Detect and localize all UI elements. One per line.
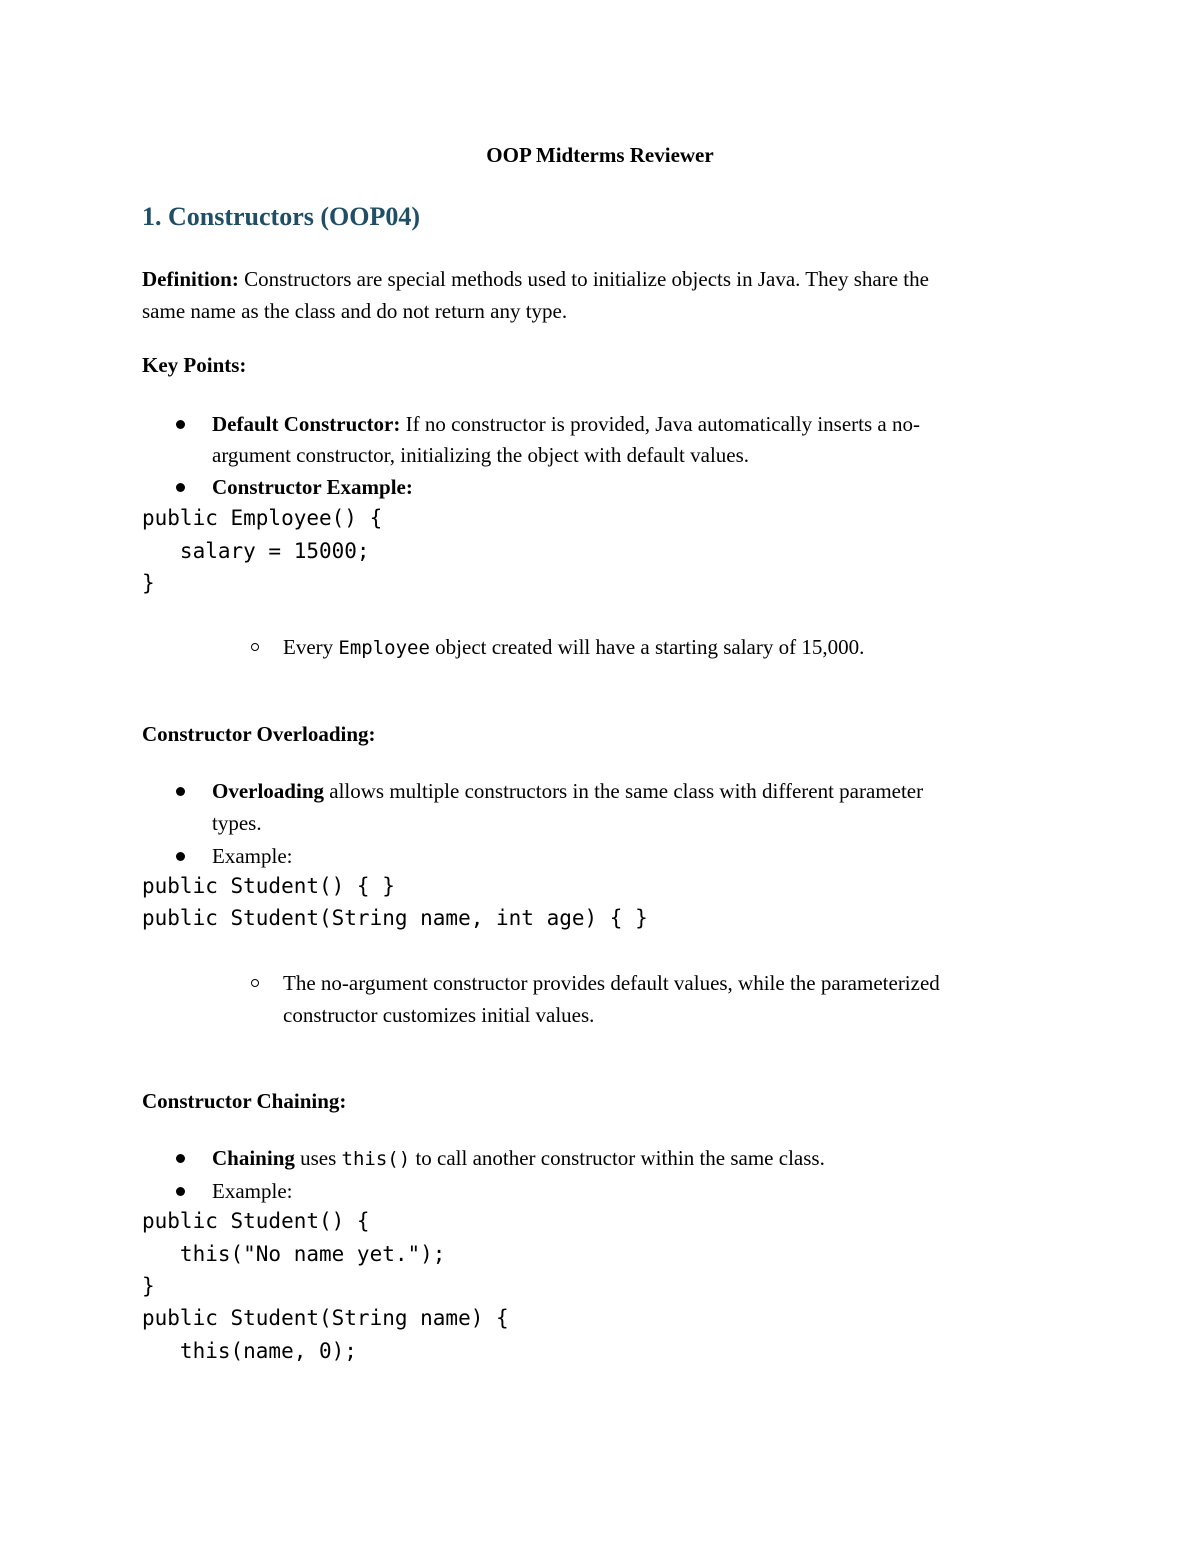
section-heading-constructors: 1. Constructors (OOP04) (142, 202, 421, 231)
bullet-label: Chaining (212, 1146, 295, 1170)
document-title: OOP Midterms Reviewer (486, 143, 714, 167)
sub-bullet-overloading-line-2: constructor customizes initial values. (283, 1003, 595, 1027)
definition-line-1 (142, 263, 929, 295)
sub-bullet-employee-salary (283, 631, 864, 664)
bullet-label: Default Constructor: (212, 412, 401, 436)
bullet-overloading-line-2: types. (212, 811, 262, 835)
bullet-default-constructor-line-2: argument constructor, initializing the object with default values. (212, 443, 750, 467)
bullet-example: Example: (212, 844, 293, 868)
bullet-text: to call another constructor within the same class. (410, 1146, 825, 1170)
bullet-text: If no constructor is provided, Java automatically inserts a no- (400, 412, 920, 436)
sub-bullet-overloading-line-1: The no-argument constructor provides default values, while the parameterized (283, 971, 940, 995)
code-line: this("No name yet."); (142, 1242, 446, 1266)
bullet-icon (176, 1154, 185, 1163)
bullet-icon (176, 1187, 185, 1196)
bullet-label: Overloading (212, 779, 325, 803)
inline-code: this() (341, 1148, 411, 1170)
code-line: public Student(String name, int age) { } (142, 906, 648, 930)
bullet-icon (176, 787, 185, 796)
code-line: } (142, 571, 155, 595)
bullet-icon (176, 420, 185, 429)
bullet-constructor-example: Constructor Example: (212, 475, 413, 499)
sub-bullet-text: Every (283, 635, 339, 659)
bullet-chaining (212, 1142, 825, 1175)
code-line: this(name, 0); (142, 1339, 357, 1363)
bullet-text: uses (294, 1146, 342, 1170)
code-line: } (142, 1274, 155, 1298)
code-line: salary = 15000; (142, 539, 370, 563)
definition-label: Definition: (142, 267, 239, 291)
key-points-label: Key Points: (142, 353, 247, 377)
bullet-overloading (212, 775, 923, 807)
sub-bullet-icon (251, 643, 259, 651)
bullet-default-constructor (212, 408, 920, 440)
sub-bullet-text: object created will have a starting salary of 15,000. (429, 635, 865, 659)
bullet-icon (176, 852, 185, 861)
definition-text-1: Constructors are special methods used to initialize objects in Java. They share the (238, 267, 929, 291)
inline-code: Employee (338, 637, 430, 659)
code-line: public Student() { } (142, 874, 395, 898)
sub-bullet-icon (251, 979, 259, 987)
chaining-heading: Constructor Chaining: (142, 1089, 347, 1113)
code-line: public Student() { (142, 1209, 370, 1233)
bullet-example: Example: (212, 1179, 293, 1203)
definition-line-2: same name as the class and do not return any type. (142, 299, 568, 323)
bullet-text: allows multiple constructors in the same class with different parameter (324, 779, 924, 803)
bullet-icon (176, 483, 185, 492)
code-line: public Student(String name) { (142, 1306, 509, 1330)
overloading-heading: Constructor Overloading: (142, 722, 376, 746)
code-line: public Employee() { (142, 506, 383, 530)
